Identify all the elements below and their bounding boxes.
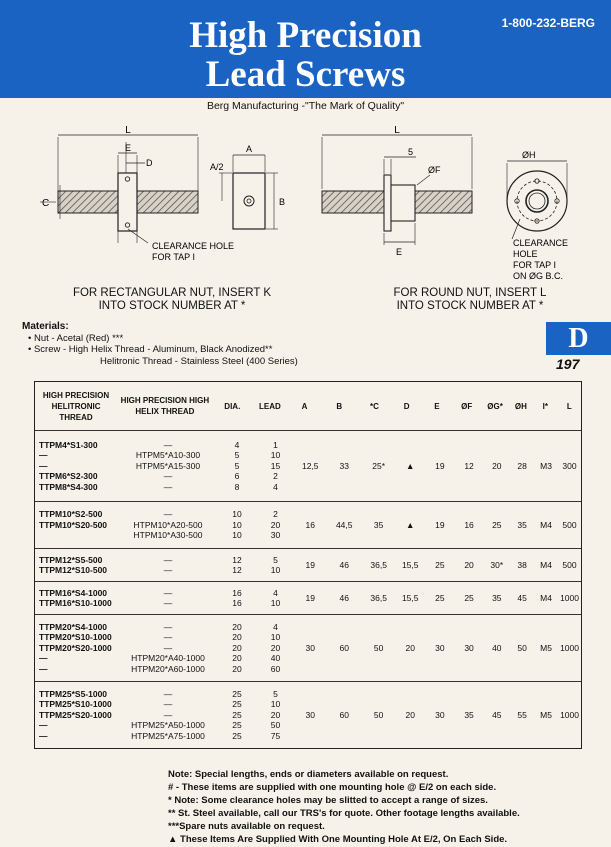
lead-value: 5 xyxy=(273,554,278,565)
helitronic-part: TTPM10*S2-500 xyxy=(39,509,103,520)
lead-value: 75 xyxy=(270,730,281,741)
col-a: A xyxy=(301,401,308,411)
dim-b-value: 33 xyxy=(339,461,349,471)
lead-value: 4 xyxy=(273,621,278,632)
page-number: 197 xyxy=(556,356,580,372)
lead-value: 20 xyxy=(270,642,281,653)
helitronic-part: TTPM12*S10-500 xyxy=(39,565,108,575)
dia-value: 12 xyxy=(232,565,242,575)
part-number-stack xyxy=(35,549,294,581)
part-row xyxy=(35,664,294,675)
header-banner xyxy=(0,0,611,98)
note-line-5: ***Spare nuts available on request. xyxy=(168,821,325,832)
part-row xyxy=(35,632,294,643)
dim-e-value: 25 xyxy=(435,560,445,570)
col-dia: DIA. xyxy=(224,401,241,411)
material-screw-helitronic: Helitronic Thread - Stainless Steel (400 Series) xyxy=(100,355,298,367)
dia-value: 10 xyxy=(232,530,242,541)
high-helix-part: — xyxy=(163,632,173,643)
part-row xyxy=(35,530,294,541)
col-g: ØG* xyxy=(487,401,503,411)
helitronic-part: TTPM8*S4-300 xyxy=(39,481,98,492)
part-number-stack xyxy=(35,582,294,614)
note-line-3: * Note: Some clearance holes may be slitted to accept a range of sizes. xyxy=(168,795,488,806)
lead-value: 1 xyxy=(273,439,278,450)
dim-d-value: 15,5 xyxy=(401,593,419,603)
section-tab: D xyxy=(546,322,611,355)
page-title-line2: Lead Screws xyxy=(205,54,406,95)
part-row xyxy=(35,689,294,700)
dia-value: 25 xyxy=(232,699,242,710)
col-f: ØF xyxy=(461,401,473,411)
dim-i-value: M4 xyxy=(540,593,552,603)
high-helix-part: — xyxy=(163,709,173,720)
lead-value: 50 xyxy=(270,720,281,731)
dia-value: 20 xyxy=(232,621,242,632)
high-helix-part: HTPM5*A10-300 xyxy=(135,450,201,461)
high-helix-part: — xyxy=(163,509,173,520)
dim-c-value: 36,5 xyxy=(370,560,387,570)
helitronic-part: TTPM12*S5-500 xyxy=(39,554,103,565)
part-row xyxy=(35,461,294,472)
part-number-stack xyxy=(35,502,294,548)
left-dim-A2: A/2 xyxy=(210,162,224,172)
dia-value: 20 xyxy=(232,653,242,664)
lead-value: 5 xyxy=(273,688,278,699)
dim-a-value: 30 xyxy=(305,643,315,653)
part-row xyxy=(35,440,294,451)
dim-l-value: 500 xyxy=(562,560,577,570)
rect-nut-end-view xyxy=(219,155,278,229)
helitronic-part: — xyxy=(39,450,48,461)
dim-e-value: 25 xyxy=(435,593,445,603)
tagline: Berg Manufacturing -"The Mark of Quality" xyxy=(206,100,405,112)
col-h: ØH xyxy=(514,401,527,411)
right-hole-note-4: ON ØG B.C. xyxy=(513,271,564,281)
dim-b-value: 60 xyxy=(339,710,349,720)
dia-value: 20 xyxy=(232,642,242,653)
lead-value: 4 xyxy=(273,587,278,598)
lead-value: 2 xyxy=(273,471,278,482)
table-row xyxy=(35,682,581,748)
high-helix-part: — xyxy=(163,565,173,575)
helitronic-part: TTPM4*S1-300 xyxy=(39,439,98,450)
dim-l-value: 1000 xyxy=(560,710,579,720)
lead-value: 10 xyxy=(270,632,281,643)
helitronic-part: TTPM20*S20-1000 xyxy=(39,642,112,653)
part-number-stack xyxy=(35,615,294,681)
dia-value: 12 xyxy=(232,554,242,565)
high-helix-part: — xyxy=(163,554,173,565)
high-helix-part: HTPM20*A40-1000 xyxy=(131,653,205,664)
materials-block xyxy=(22,321,298,367)
dia-value: 10 xyxy=(232,509,242,520)
high-helix-part: — xyxy=(163,471,173,482)
lead-value: 60 xyxy=(270,663,281,674)
rect-nut-side-view xyxy=(40,135,198,243)
dim-l-value: 300 xyxy=(562,461,577,471)
part-row xyxy=(35,565,294,576)
page-title-line1: High Precision xyxy=(189,15,422,56)
dim-e-value: 30 xyxy=(435,710,445,720)
lead-value: 4 xyxy=(273,481,278,492)
right-hole-note-1: CLEARANCE xyxy=(513,238,569,248)
right-caption-line2: INTO STOCK NUMBER AT * xyxy=(396,300,544,312)
dim-i-value: M4 xyxy=(540,520,552,530)
dim-e-value: 30 xyxy=(435,643,445,653)
part-row xyxy=(35,509,294,520)
col-b: B xyxy=(336,401,343,411)
note-line-6: ▲ These Items Are Supplied With One Mounting Hole At E/2, On Each Side. xyxy=(168,834,508,845)
dim-f-value: 30 xyxy=(464,643,474,653)
right-hole-note-2: HOLE xyxy=(513,249,538,259)
left-dim-D: D xyxy=(146,158,153,168)
helitronic-part: TTPM25*S5-1000 xyxy=(39,688,108,699)
round-nut-side-view xyxy=(322,135,472,245)
material-nut: • Nut - Acetal (Red) *** xyxy=(28,332,124,344)
left-caption xyxy=(42,287,302,313)
helitronic-part: TTPM6*S2-300 xyxy=(39,471,98,482)
phone-number: 1-800-232-BERG xyxy=(501,16,595,30)
dim-e-value: 19 xyxy=(435,461,445,471)
table-row xyxy=(35,549,581,582)
round-nut-end-view xyxy=(507,161,567,239)
dim-i-value: M4 xyxy=(540,560,552,570)
dia-value: 20 xyxy=(232,663,242,674)
right-caption xyxy=(350,287,590,313)
left-dim-C: C xyxy=(42,198,50,209)
dim-a-value: 16 xyxy=(305,520,315,530)
part-row xyxy=(35,710,294,721)
high-helix-part: — xyxy=(163,642,173,653)
high-helix-part: — xyxy=(163,481,173,492)
dim-c-value: 50 xyxy=(373,710,384,720)
left-hole-note-2: FOR TAP I xyxy=(152,252,196,262)
part-row xyxy=(35,699,294,710)
part-row xyxy=(35,555,294,566)
dim-f-value: 25 xyxy=(464,593,474,603)
note-line-2: # - These items are supplied with one mounting hole @ E/2 on each side. xyxy=(168,782,497,793)
dim-b-value: 44,5 xyxy=(335,520,353,530)
col-e: E xyxy=(434,401,440,411)
lead-value: 2 xyxy=(273,509,278,520)
dim-h-value: 28 xyxy=(517,461,527,471)
part-row xyxy=(35,588,294,599)
left-caption-line1: FOR RECTANGULAR NUT, INSERT K xyxy=(72,287,272,299)
dim-g-value: 45 xyxy=(492,710,502,720)
high-helix-part: — xyxy=(163,699,173,710)
helitronic-part: TTPM20*S4-1000 xyxy=(39,621,108,632)
lead-value: 10 xyxy=(270,450,281,461)
lead-value: 10 xyxy=(270,565,281,575)
part-row xyxy=(35,471,294,482)
dim-h-value: 38 xyxy=(517,560,527,570)
material-screw: • Screw - High Helix Thread - Aluminum, Black Anodized** xyxy=(28,344,273,355)
part-row xyxy=(35,622,294,633)
dim-h-value: 45 xyxy=(517,593,527,603)
dim-i-value: M5 xyxy=(540,643,552,653)
col-l: L xyxy=(566,401,572,411)
col-high-helix: HIGH PRECISION HIGH HELIX THREAD xyxy=(120,396,210,416)
helitronic-part xyxy=(35,530,119,541)
right-dim-E: E xyxy=(395,247,403,257)
lead-value: 10 xyxy=(270,699,281,710)
right-caption-line1: FOR ROUND NUT, INSERT L xyxy=(393,287,547,299)
note-line-1: Note: Special lengths, ends or diameters available on request. xyxy=(168,769,449,780)
dim-d-value: 20 xyxy=(405,643,415,653)
high-helix-part: HTPM20*A60-1000 xyxy=(131,663,205,674)
helitronic-part: TTPM20*S10-1000 xyxy=(39,632,112,643)
table-row xyxy=(35,615,581,682)
high-helix-part: HTPM25*A50-1000 xyxy=(131,720,205,731)
dim-b-value: 46 xyxy=(339,560,349,570)
table-header-row xyxy=(35,382,581,431)
high-helix-part: HTPM25*A75-1000 xyxy=(131,730,205,741)
lead-value: 40 xyxy=(270,653,281,664)
spec-table xyxy=(34,381,582,749)
left-hole-note-1: CLEARANCE HOLE xyxy=(152,241,235,251)
part-row xyxy=(35,598,294,609)
lead-value: 20 xyxy=(270,519,281,530)
dim-b-value: 46 xyxy=(339,593,349,603)
dia-value: 10 xyxy=(232,519,242,530)
dim-g-value: 20 xyxy=(492,461,502,471)
helitronic-part: TTPM25*S20-1000 xyxy=(39,709,112,720)
table-row xyxy=(35,431,581,502)
dim-f-value: 16 xyxy=(464,520,474,530)
dia-value: 6 xyxy=(234,471,240,482)
dim-f-value: 20 xyxy=(464,560,474,570)
part-row xyxy=(35,731,294,742)
dim-g-value: 40 xyxy=(492,643,502,653)
col-d: D xyxy=(403,401,410,411)
dim-l-value: 500 xyxy=(562,520,577,530)
part-row xyxy=(35,450,294,461)
left-dim-A: A xyxy=(245,144,253,154)
dim-i-value: M5 xyxy=(540,710,552,720)
left-dim-L: L xyxy=(125,125,131,136)
helitronic-part: — xyxy=(39,720,48,731)
helitronic-part: — xyxy=(39,653,48,664)
helitronic-part: — xyxy=(39,460,48,471)
dim-d-value: 15,5 xyxy=(401,560,419,570)
part-row xyxy=(35,520,294,531)
dia-value: 25 xyxy=(232,720,242,731)
dim-h-value: 35 xyxy=(517,520,527,530)
part-row xyxy=(35,482,294,493)
dim-c-value: 25* xyxy=(372,461,386,471)
part-number-stack xyxy=(35,682,294,748)
dim-a-value: 12,5 xyxy=(301,461,319,471)
col-c: *C xyxy=(369,401,379,411)
dia-value: 20 xyxy=(232,632,242,643)
dim-a-value: 30 xyxy=(305,710,315,720)
dia-value: 25 xyxy=(232,730,242,741)
dim-g-value: 25 xyxy=(492,520,502,530)
high-helix-part: HTPM5*A15-300 xyxy=(135,460,201,471)
dim-c-value: 36,5 xyxy=(370,593,387,603)
helitronic-part: — xyxy=(39,730,48,741)
high-helix-part: — xyxy=(163,688,173,699)
note-line-4: ** St. Steel available, call our TRS's for quote. Other footage lengths available. xyxy=(168,808,520,819)
dia-value: 16 xyxy=(232,598,242,608)
left-dim-E: E xyxy=(124,143,132,153)
dim-h-value: 55 xyxy=(517,710,527,720)
dim-b-value: 60 xyxy=(339,643,349,653)
table-body xyxy=(35,431,581,748)
dim-c-value: 50 xyxy=(373,643,384,653)
lead-value: 10 xyxy=(270,598,281,608)
dia-value: 25 xyxy=(232,688,242,699)
dia-value: 8 xyxy=(234,481,240,492)
high-helix-part: HTPM10*A30-500 xyxy=(133,530,203,541)
dim-d-value: ▲ xyxy=(406,461,415,471)
part-number-stack xyxy=(35,431,294,501)
dim-i-value: M3 xyxy=(540,461,552,471)
dim-l-value: 1000 xyxy=(560,643,579,653)
helitronic-part: TTPM16*S4-1000 xyxy=(39,587,108,598)
dim-f-value: 35 xyxy=(464,710,474,720)
dia-value: 4 xyxy=(234,439,240,450)
right-dim-5: 5 xyxy=(408,147,414,157)
left-dim-B: B xyxy=(279,197,286,207)
part-row xyxy=(35,643,294,654)
dim-a-value: 19 xyxy=(305,593,315,603)
high-helix-part: HTPM10*A20-500 xyxy=(133,519,203,530)
dia-value: 25 xyxy=(232,709,242,720)
col-lead: LEAD xyxy=(259,401,281,411)
lead-value: 20 xyxy=(270,709,281,720)
high-helix-part: — xyxy=(163,598,173,608)
dia-value: 16 xyxy=(232,587,242,598)
dim-g-value: 35 xyxy=(492,593,502,603)
lead-value: 15 xyxy=(270,460,281,471)
right-hole-note-3: FOR TAP I xyxy=(513,260,557,270)
dim-a-value: 19 xyxy=(305,560,315,570)
dim-f-value: 12 xyxy=(464,461,474,471)
diagram-area xyxy=(0,115,611,320)
helitronic-part: — xyxy=(39,663,48,674)
col-i: I* xyxy=(542,401,548,411)
high-helix-part: — xyxy=(163,621,173,632)
dim-c-value: 35 xyxy=(373,520,384,530)
high-helix-part: — xyxy=(163,439,173,450)
right-dim-F: ØF xyxy=(428,165,441,175)
right-dim-L: L xyxy=(394,125,400,136)
table-row xyxy=(35,502,581,549)
col-helitronic: HIGH PRECISION HELITRONIC THREAD xyxy=(42,390,110,422)
dim-h-value: 50 xyxy=(517,643,527,653)
helitronic-part: TTPM16*S10-1000 xyxy=(39,598,112,608)
high-helix-part: — xyxy=(163,587,173,598)
dim-l-value: 1000 xyxy=(560,593,579,603)
table-row xyxy=(35,582,581,615)
dim-e-value: 19 xyxy=(435,520,445,530)
left-caption-line2: INTO STOCK NUMBER AT * xyxy=(98,300,246,312)
lead-value: 30 xyxy=(270,530,281,541)
dim-d-value: 20 xyxy=(405,710,415,720)
part-row xyxy=(35,720,294,731)
dia-value: 5 xyxy=(234,460,240,471)
materials-label: Materials: xyxy=(22,321,69,332)
dia-value: 5 xyxy=(234,450,240,461)
right-dim-H: ØH xyxy=(522,150,536,160)
part-row xyxy=(35,653,294,664)
dim-d-value: ▲ xyxy=(406,520,415,530)
helitronic-part: TTPM10*S20-500 xyxy=(39,519,108,530)
notes-block xyxy=(168,768,520,846)
dim-g-value: 30* xyxy=(490,560,504,570)
helitronic-part: TTPM25*S10-1000 xyxy=(39,699,112,710)
